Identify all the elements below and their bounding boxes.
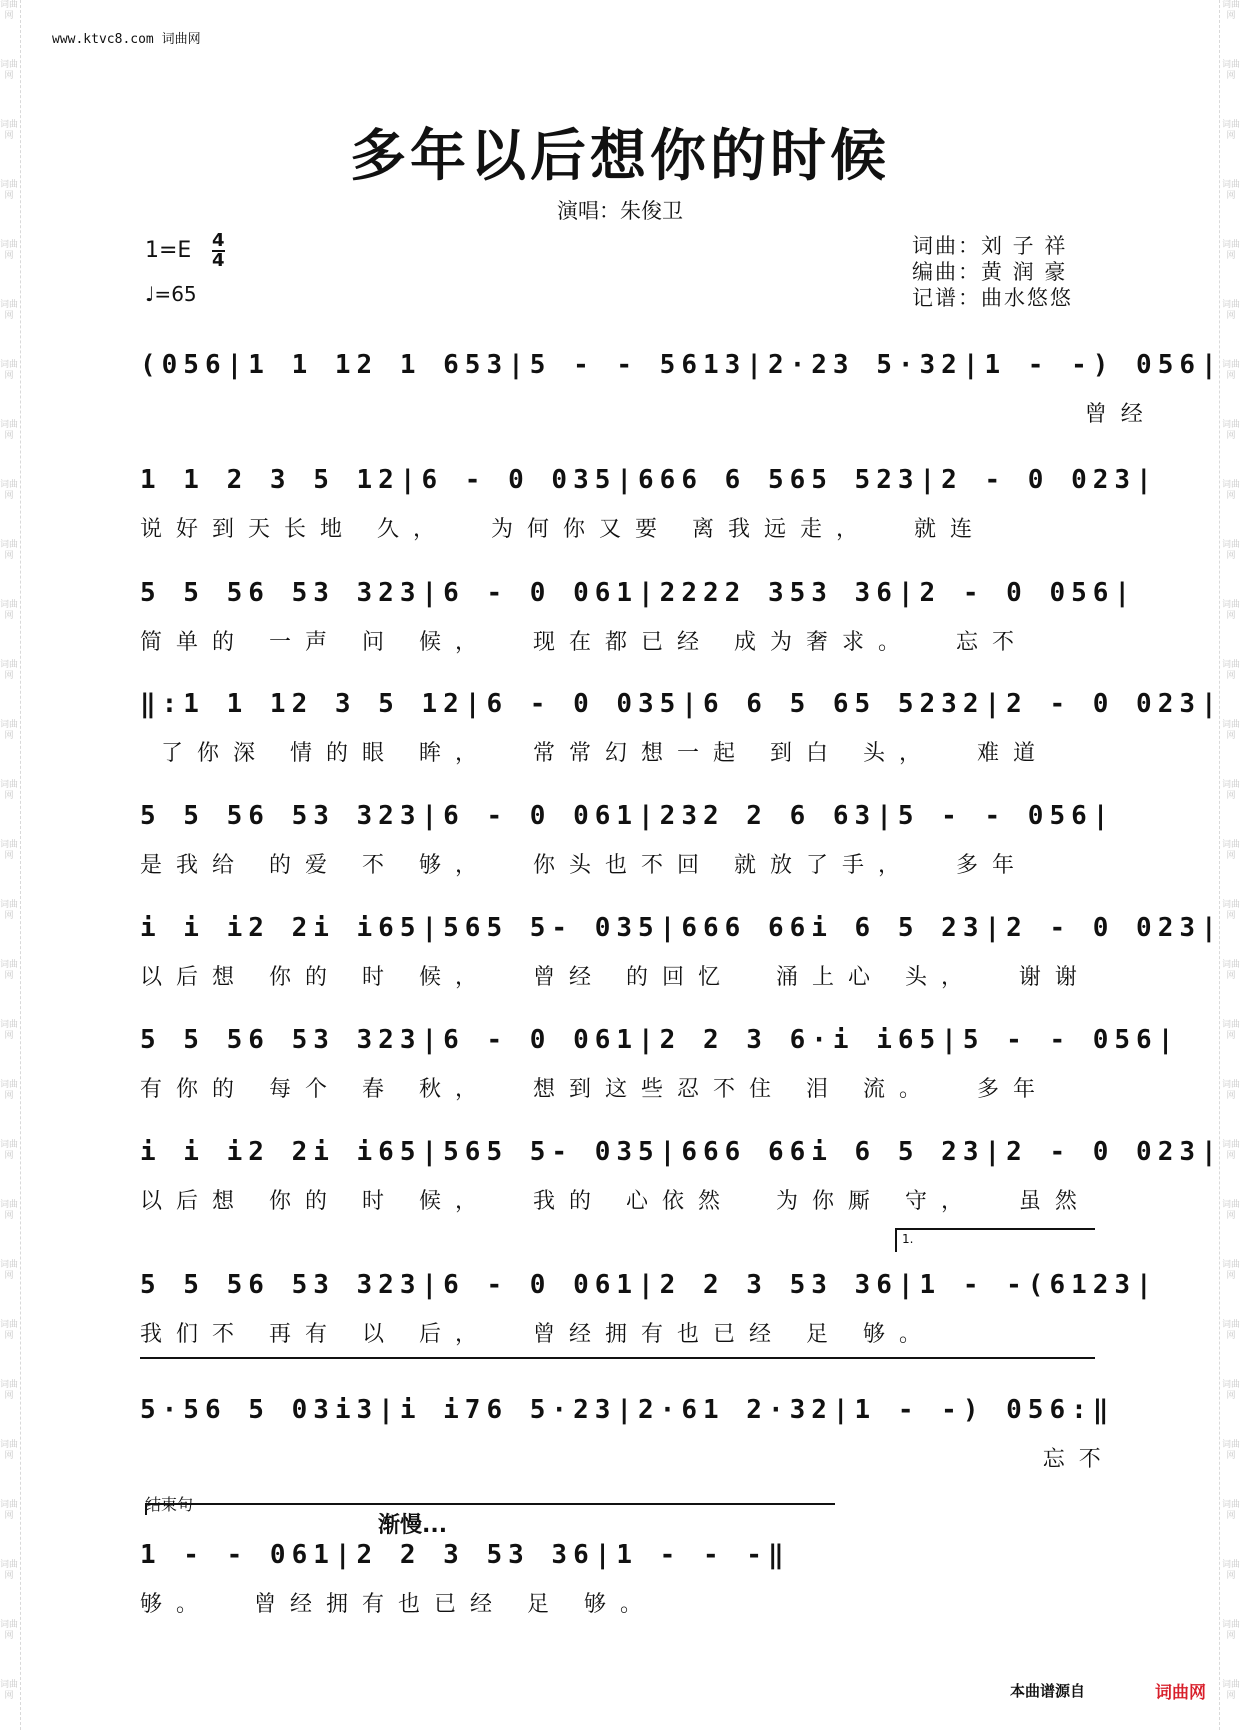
- watermark-mark: 词曲网: [1222, 600, 1240, 621]
- lyric-line: 曾经: [140, 402, 1157, 427]
- watermark-mark: 词曲网: [0, 1440, 18, 1461]
- volta-bracket-tick: [895, 1228, 897, 1252]
- lyric-line: 我们不 再有 以 后， 曾经拥有也已经 足 够。: [140, 1322, 935, 1347]
- watermark-mark: 词曲网: [0, 1500, 18, 1521]
- volta-number: 1.: [902, 1232, 914, 1246]
- watermark-mark: 词曲网: [1222, 300, 1240, 321]
- watermark-mark: 词曲网: [0, 780, 18, 801]
- ritardando-marking: 渐慢...: [378, 1513, 448, 1538]
- watermark-mark: 词曲网: [0, 720, 18, 741]
- watermark-mark: 词曲网: [1222, 1680, 1240, 1701]
- watermark-mark: 词曲网: [0, 1200, 18, 1221]
- watermark-mark: 词曲网: [1222, 120, 1240, 141]
- watermark-mark: 词曲网: [1222, 240, 1240, 261]
- notation-line: 1 - - 061|2 2 3 53 36|1 - - -‖: [140, 1540, 790, 1570]
- watermark-mark: 词曲网: [0, 1560, 18, 1581]
- watermark-mark: 词曲网: [0, 1020, 18, 1041]
- credit-arrangement: 编曲：黄 润 豪: [912, 260, 1068, 284]
- lyric-line: 忘不: [140, 1447, 1115, 1472]
- watermark-mark: 词曲网: [1222, 480, 1240, 501]
- watermark-mark: 词曲网: [1222, 1380, 1240, 1401]
- key-signature: 1=E: [145, 238, 192, 263]
- ending-bracket: [145, 1503, 835, 1505]
- watermark-mark: 词曲网: [1222, 1080, 1240, 1101]
- lyric-line: 说好到天长地 久， 为何你又要 离我远走， 就连: [140, 517, 986, 542]
- notation-line: (056|1 1 12 1 653|5 - - 5613|2·23 5·32|1 - -) 056|: [140, 350, 1223, 380]
- watermark-mark: 词曲网: [0, 600, 18, 621]
- watermark-mark: 词曲网: [1222, 360, 1240, 381]
- left-margin-rule: [20, 0, 21, 1730]
- watermark-mark: 词曲网: [0, 240, 18, 261]
- watermark-mark: 词曲网: [0, 1080, 18, 1101]
- watermark-mark: 词曲网: [1222, 60, 1240, 81]
- notation-line: i i i2 2i i65|565 5- 035|666 66i 6 5 23|2 - 0 023|: [140, 913, 1223, 943]
- lyric-line: 以后想 你的 时 候， 我的 心依然 为你厮 守， 虽然: [140, 1189, 1091, 1214]
- notation-line: 5 5 56 53 323|6 - 0 061|2 2 3 53 36|1 - -(6123|: [140, 1270, 1158, 1300]
- watermark-mark: 词曲网: [0, 1380, 18, 1401]
- watermark-mark: 词曲网: [0, 1320, 18, 1341]
- watermark-mark: 词曲网: [1222, 420, 1240, 441]
- lyric-line: 是我给 的爱 不 够， 你头也不回 就放了手， 多年: [140, 853, 1028, 878]
- footer-logo: 词曲网: [1155, 1683, 1206, 1703]
- watermark-mark: 词曲网: [1222, 0, 1240, 21]
- notation-line: i i i2 2i i65|565 5- 035|666 66i 6 5 23|2 - 0 023|: [140, 1137, 1223, 1167]
- watermark-mark: 词曲网: [0, 840, 18, 861]
- watermark-mark: 词曲网: [1222, 840, 1240, 861]
- volta-bracket: [895, 1228, 1095, 1230]
- ending-bracket-tick: [145, 1503, 147, 1515]
- lyric-line: 简单的 一声 问 候， 现在都已经 成为奢求。 忘不: [140, 630, 1028, 655]
- notation-line: 1 1 2 3 5 12|6 - 0 035|666 6 565 523|2 - 0 023|: [140, 465, 1158, 495]
- watermark-mark: 词曲网: [0, 1260, 18, 1281]
- watermark-mark: 词曲网: [1222, 660, 1240, 681]
- notation-line: 5·56 5 03i3|i i76 5·23|2·61 2·32|1 - -) 056:‖: [140, 1395, 1115, 1425]
- watermark-mark: 词曲网: [1222, 720, 1240, 741]
- watermark-mark: 词曲网: [0, 300, 18, 321]
- time-signature: [212, 232, 225, 270]
- time-signature-bottom: 4: [212, 250, 225, 271]
- watermark-mark: 词曲网: [0, 120, 18, 141]
- lyric-line: 以后想 你的 时 候， 曾经 的回忆 涌上心 头， 谢谢: [140, 965, 1091, 990]
- watermark-mark: 词曲网: [1222, 1320, 1240, 1341]
- volta-end-rule: [140, 1357, 1095, 1359]
- watermark-mark: 词曲网: [0, 420, 18, 441]
- time-signature-top: 4: [212, 230, 225, 251]
- lyric-line: 了你深 情的眼 眸， 常常幻想一起 到白 头， 难道: [140, 741, 1049, 766]
- ending-label: 结束句: [145, 1495, 194, 1514]
- watermark-mark: 词曲网: [0, 360, 18, 381]
- notation-line: ‖:1 1 12 3 5 12|6 - 0 035|6 6 5 65 5232|2 - 0 023|: [140, 689, 1223, 719]
- watermark-mark: 词曲网: [1222, 1440, 1240, 1461]
- notation-line: 5 5 56 53 323|6 - 0 061|232 2 6 63|5 - - 056|: [140, 801, 1115, 831]
- watermark-mark: 词曲网: [0, 660, 18, 681]
- watermark-mark: 词曲网: [1222, 960, 1240, 981]
- right-watermark-strip: [1222, 0, 1240, 1730]
- watermark-mark: 词曲网: [0, 1620, 18, 1641]
- watermark-mark: 词曲网: [1222, 1500, 1240, 1521]
- watermark-mark: 词曲网: [0, 60, 18, 81]
- watermark-mark: 词曲网: [1222, 540, 1240, 561]
- credit-transcriber: 记谱：曲水悠悠: [912, 286, 1073, 310]
- right-margin-rule: [1219, 0, 1220, 1730]
- footer-source-text: 本曲谱源自: [1010, 1682, 1086, 1700]
- watermark-mark: 词曲网: [1222, 1620, 1240, 1641]
- singer-credit: 演唱：朱俊卫: [557, 199, 683, 223]
- watermark-mark: 词曲网: [0, 0, 18, 21]
- watermark-mark: 词曲网: [1222, 1560, 1240, 1581]
- watermark-mark: 词曲网: [0, 1680, 18, 1701]
- watermark-mark: 词曲网: [1222, 900, 1240, 921]
- site-url: www.ktvc8.com 词曲网: [52, 32, 201, 47]
- watermark-mark: 词曲网: [1222, 1140, 1240, 1161]
- watermark-mark: 词曲网: [0, 1140, 18, 1161]
- left-watermark-strip: [0, 0, 18, 1730]
- page-title: 多年以后想你的时候: [350, 123, 890, 189]
- watermark-mark: 词曲网: [1222, 1020, 1240, 1041]
- lyric-line: 够。 曾经拥有也已经 足 够。: [140, 1592, 656, 1617]
- watermark-mark: 词曲网: [1222, 780, 1240, 801]
- watermark-mark: 词曲网: [0, 180, 18, 201]
- tempo-marking: ♩=65: [145, 282, 197, 306]
- watermark-mark: 词曲网: [0, 960, 18, 981]
- watermark-mark: 词曲网: [0, 900, 18, 921]
- notation-line: 5 5 56 53 323|6 - 0 061|2222 353 36|2 - 0 056|: [140, 578, 1137, 608]
- watermark-mark: 词曲网: [1222, 180, 1240, 201]
- watermark-mark: 词曲网: [0, 480, 18, 501]
- credit-lyrics-music: 词曲：刘 子 祥: [912, 234, 1068, 258]
- watermark-mark: 词曲网: [1222, 1260, 1240, 1281]
- watermark-mark: 词曲网: [0, 540, 18, 561]
- lyric-line: 有你的 每个 春 秋， 想到这些忍不住 泪 流。 多年: [140, 1077, 1049, 1102]
- notation-line: 5 5 56 53 323|6 - 0 061|2 2 3 6·i i65|5 - - 056|: [140, 1025, 1180, 1055]
- watermark-mark: 词曲网: [1222, 1200, 1240, 1221]
